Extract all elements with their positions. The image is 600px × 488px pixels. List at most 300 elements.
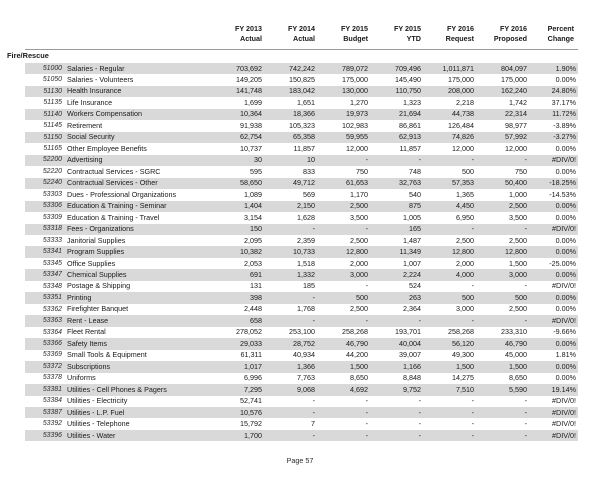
cell-code: 52200 (25, 155, 67, 166)
cell-fy2016_proposed: 1,742 (509, 97, 527, 107)
cell-fy2015_budget: - (365, 419, 368, 429)
cell-desc: Workers Compensation (67, 109, 213, 120)
cell-fy2013_actual: 10,382 (213, 246, 266, 257)
cell-fy2013_actual: 141,748 (213, 86, 266, 97)
cell-fy2015_ytd: - (372, 407, 425, 418)
cell-fy2016_proposed: 804,097 (478, 63, 531, 74)
cell-fy2015_budget: 2,500 (350, 304, 368, 314)
cell-fy2016_request: 6,950 (456, 212, 474, 222)
table-row (25, 407, 578, 418)
table-row (25, 86, 578, 97)
cell-percent_change: 0.00% (531, 269, 578, 280)
cell-percent_change: -18.25% (531, 178, 578, 189)
table-row (25, 338, 578, 349)
cell-fy2016_request: - (471, 281, 474, 291)
table-row (25, 269, 578, 280)
cell-fy2016_proposed: 2,500 (509, 304, 527, 314)
cell-fy2015_budget: 258,268 (342, 327, 368, 337)
cell-percent_change: #DIV/0! (552, 396, 576, 406)
cell-code: 51050 (42, 76, 62, 84)
column-header-description (67, 24, 213, 44)
cell-fy2013_actual: 2,053 (244, 258, 262, 268)
cell-fy2015_ytd: 748 (409, 166, 421, 176)
cell-fy2016_proposed: 57,992 (478, 132, 531, 143)
cell-fy2015_budget: 102,983 (342, 120, 368, 130)
column-header-line1: FY 2015 (393, 24, 421, 33)
cell-fy2014_actual: 49,712 (266, 178, 319, 189)
table-row (25, 373, 578, 384)
cell-fy2013_actual: 1,404 (213, 201, 266, 212)
table-row (25, 120, 578, 131)
cell-fy2013_actual: 278,052 (236, 327, 262, 337)
cell-fy2014_actual: - (266, 224, 319, 235)
table-row (25, 430, 578, 441)
cell-fy2014_actual: 253,100 (289, 327, 315, 337)
table-row (25, 292, 578, 303)
cell-fy2015_budget: - (319, 224, 372, 235)
cell-percent_change: 24.80% (531, 86, 578, 97)
cell-fy2014_actual: 742,242 (266, 63, 319, 74)
column-header-fy2015-budget (319, 24, 372, 44)
cell-fy2016_proposed: - (524, 419, 527, 429)
cell-code: 53396 (25, 430, 67, 441)
cell-fy2016_request: 14,275 (452, 373, 474, 383)
cell-fy2016_request: 208,000 (425, 86, 478, 97)
cell-fy2015_ytd: 540 (409, 189, 421, 199)
cell-fy2015_budget: 2,500 (319, 201, 372, 212)
cell-percent_change: 1.81% (555, 350, 576, 360)
cell-fy2013_actual: 52,741 (240, 396, 262, 406)
cell-fy2016_request: 56,120 (425, 338, 478, 349)
cell-fy2013_actual: 2,095 (244, 235, 262, 245)
cell-fy2016_proposed: 12,000 (505, 143, 527, 153)
cell-fy2014_actual: - (266, 292, 319, 303)
cell-fy2014_actual: 10,733 (266, 246, 319, 257)
cell-fy2015_ytd: - (418, 396, 421, 406)
table-row (25, 350, 578, 361)
cell-percent_change: #DIV/0! (531, 155, 578, 166)
budget-table (7, 24, 578, 441)
column-header-line1: FY 2015 (340, 24, 368, 33)
cell-fy2015_ytd: 1,007 (403, 258, 421, 268)
column-header-line2: Budget (343, 34, 368, 44)
cell-code: 53378 (42, 374, 62, 382)
cell-code: 53364 (42, 328, 62, 336)
cell-percent_change: 0.00% (531, 201, 578, 212)
cell-fy2015_budget: 1,500 (319, 361, 372, 372)
cell-code: 53384 (42, 397, 62, 405)
column-header-fy2015-ytd (372, 24, 425, 44)
table-row (25, 212, 578, 223)
cell-fy2016_request: 44,738 (425, 109, 478, 120)
cell-fy2015_ytd: 193,701 (395, 327, 421, 337)
cell-code: 53341 (25, 246, 67, 257)
cell-fy2015_ytd: 8,848 (403, 373, 421, 383)
cell-fy2016_proposed: - (524, 396, 527, 406)
cell-desc: Utilities - Electricity (67, 396, 128, 406)
cell-desc: Safety Items (67, 338, 213, 349)
cell-fy2013_actual: 658 (213, 315, 266, 326)
cell-fy2013_actual: 1,700 (213, 430, 266, 441)
cell-fy2014_actual: 7,763 (297, 373, 315, 383)
cell-fy2016_request: 258,268 (448, 327, 474, 337)
cell-fy2015_budget: 500 (319, 292, 372, 303)
cell-percent_change: -25.00% (549, 258, 576, 268)
cell-fy2013_actual: 398 (213, 292, 266, 303)
cell-fy2013_actual: 1,017 (213, 361, 266, 372)
table-row (25, 246, 578, 257)
cell-code: 51165 (43, 145, 62, 152)
cell-fy2014_actual: 150,825 (289, 75, 315, 85)
cell-percent_change: 11.72% (531, 109, 578, 120)
table-header-row (25, 24, 578, 44)
cell-code: 53392 (42, 420, 62, 428)
cell-fy2014_actual: - (266, 407, 319, 418)
cell-fy2016_proposed: 2,500 (509, 235, 527, 245)
cell-fy2013_actual: 131 (250, 281, 262, 291)
cell-fy2016_proposed: 162,240 (478, 86, 531, 97)
cell-fy2015_ytd: 62,913 (372, 132, 425, 143)
cell-fy2015_budget: 789,072 (319, 63, 372, 74)
cell-desc: Firefighter Banquet (67, 304, 129, 314)
cell-fy2016_proposed: 233,310 (501, 327, 527, 337)
cell-fy2015_ytd: 110,750 (372, 86, 425, 97)
cell-code: 53363 (25, 315, 67, 326)
column-header-line2: Change (547, 34, 574, 44)
page-number-label: Page 57 (286, 456, 314, 465)
cell-fy2013_actual: 7,295 (213, 384, 266, 395)
cell-fy2015_ytd: 32,763 (372, 178, 425, 189)
cell-fy2016_request: 1,500 (425, 361, 478, 372)
cell-fy2016_proposed: 22,314 (478, 109, 531, 120)
cell-desc: Utilities - Telephone (67, 419, 130, 429)
cell-fy2016_request: 57,353 (425, 178, 478, 189)
cell-fy2015_ytd: - (372, 315, 425, 326)
cell-code: 53303 (42, 190, 62, 198)
cell-fy2014_actual: 7 (311, 419, 315, 429)
cell-percent_change: -9.66% (553, 327, 576, 337)
cell-desc: Utilities - Water (67, 430, 213, 441)
cell-fy2013_actual: 58,650 (213, 178, 266, 189)
cell-desc: Salaries - Regular (67, 63, 213, 74)
cell-desc: Fleet Rental (67, 327, 106, 337)
cell-code: 53372 (25, 361, 67, 372)
cell-fy2014_actual: 65,358 (266, 132, 319, 143)
cell-fy2015_ytd: 1,323 (403, 97, 421, 107)
cell-fy2015_ytd: 2,364 (403, 304, 421, 314)
cell-fy2013_actual: 15,792 (240, 419, 262, 429)
cell-percent_change: 0.00% (555, 143, 576, 153)
cell-fy2013_actual: 91,938 (240, 120, 262, 130)
cell-fy2016_request: 3,000 (456, 304, 474, 314)
cell-fy2016_request: - (425, 224, 478, 235)
cell-desc: Social Security (67, 132, 213, 143)
cell-code: 53366 (25, 338, 67, 349)
cell-percent_change: -3.89% (553, 120, 576, 130)
cell-fy2013_actual: 10,576 (213, 407, 266, 418)
cell-fy2015_budget: 61,653 (319, 178, 372, 189)
cell-percent_change: 0.00% (555, 304, 576, 314)
table-row (25, 315, 578, 326)
cell-fy2015_budget: 130,000 (319, 86, 372, 97)
table-row (25, 201, 578, 212)
cell-desc: Salaries - Volunteers (67, 75, 134, 85)
column-header-percent-change (531, 24, 578, 44)
cell-percent_change: #DIV/0! (531, 407, 578, 418)
table-row (25, 304, 578, 315)
cell-fy2014_actual: 569 (303, 189, 315, 199)
table-row (25, 97, 578, 108)
cell-desc: Utilities - Cell Phones & Pagers (67, 384, 213, 395)
cell-fy2016_proposed: 1,500 (509, 258, 527, 268)
section-title: Fire/Rescue (7, 50, 49, 60)
cell-fy2016_proposed: - (478, 430, 531, 441)
cell-fy2015_ytd: 86,861 (399, 120, 421, 130)
section-header-row (25, 49, 578, 63)
cell-fy2015_budget: - (365, 396, 368, 406)
cell-desc: Life Insurance (67, 97, 113, 107)
cell-fy2015_ytd: - (372, 155, 425, 166)
cell-fy2015_budget: 8,650 (350, 373, 368, 383)
cell-percent_change: #DIV/0! (552, 281, 576, 291)
table-row (25, 418, 578, 429)
cell-percent_change: 0.00% (531, 361, 578, 372)
cell-fy2016_request: - (425, 315, 478, 326)
column-header-fy2016-request (425, 24, 478, 44)
cell-percent_change: #DIV/0! (531, 430, 578, 441)
cell-fy2016_request: 2,000 (456, 258, 474, 268)
column-header-line2: YTD (406, 34, 421, 44)
cell-fy2014_actual: 1,651 (297, 97, 315, 107)
cell-fy2014_actual: 18,366 (266, 109, 319, 120)
cell-fy2014_actual: 833 (303, 166, 315, 176)
column-header-line2: Request (445, 34, 474, 44)
cell-fy2014_actual: 1,518 (297, 258, 315, 268)
cell-fy2013_actual: 30 (213, 155, 266, 166)
cell-desc: Printing (67, 292, 213, 303)
cell-fy2013_actual: 703,692 (213, 63, 266, 74)
cell-fy2014_actual: 183,042 (266, 86, 319, 97)
table-row (25, 63, 578, 74)
cell-fy2015_budget: 46,790 (319, 338, 372, 349)
cell-fy2016_request: 175,000 (448, 75, 474, 85)
column-header-line2: Actual (293, 34, 315, 44)
cell-code: 51150 (25, 132, 67, 143)
cell-desc: Fees - Organizations (67, 224, 213, 235)
cell-fy2016_request: - (425, 155, 478, 166)
cell-fy2016_proposed: 98,977 (505, 120, 527, 130)
cell-fy2016_request: 12,800 (425, 246, 478, 257)
cell-desc: Subscriptions (67, 361, 213, 372)
cell-fy2014_actual: 1,332 (266, 269, 319, 280)
cell-fy2015_ytd: 11,349 (372, 246, 425, 257)
cell-code: 53381 (25, 384, 67, 395)
cell-fy2014_actual: 185 (303, 281, 315, 291)
cell-percent_change: 0.00% (531, 246, 578, 257)
cell-percent_change: 0.00% (531, 292, 578, 303)
cell-fy2014_actual: 28,752 (266, 338, 319, 349)
cell-fy2016_proposed: - (478, 155, 531, 166)
cell-desc: Advertising (67, 155, 213, 166)
cell-fy2015_ytd: 524 (409, 281, 421, 291)
column-header-fy2014-actual (266, 24, 319, 44)
cell-fy2013_actual: 61,311 (240, 350, 262, 360)
table-row (25, 327, 578, 338)
cell-fy2016_request: 74,826 (425, 132, 478, 143)
cell-percent_change: 0.00% (555, 235, 576, 245)
cell-desc: Education & Training - Travel (67, 212, 160, 222)
cell-fy2013_actual: 10,737 (240, 143, 262, 153)
cell-fy2015_ytd: - (418, 419, 421, 429)
cell-fy2014_actual: 105,323 (289, 120, 315, 130)
cell-fy2016_request: 12,000 (452, 143, 474, 153)
cell-fy2015_budget: - (319, 430, 372, 441)
cell-fy2015_ytd: 2,224 (372, 269, 425, 280)
cell-fy2016_proposed: - (478, 315, 531, 326)
cell-percent_change: #DIV/0! (531, 315, 578, 326)
cell-fy2014_actual: - (312, 396, 315, 406)
cell-percent_change: 0.00% (555, 373, 576, 383)
table-row (25, 143, 578, 154)
table-row (25, 281, 578, 292)
cell-fy2014_actual: 1,628 (297, 212, 315, 222)
cell-percent_change: 0.00% (531, 338, 578, 349)
cell-fy2015_ytd: 263 (372, 292, 425, 303)
column-header-line1: FY 2014 (287, 24, 315, 33)
cell-code: 53345 (42, 259, 62, 267)
cell-fy2015_ytd: 709,496 (372, 63, 425, 74)
cell-code: 53348 (42, 282, 62, 290)
cell-fy2015_budget: - (319, 315, 372, 326)
cell-fy2016_proposed: 3,000 (478, 269, 531, 280)
table-row (25, 258, 578, 269)
table-row (25, 155, 578, 166)
cell-desc: Contractual Services - Other (67, 178, 213, 189)
cell-code: 52240 (25, 178, 67, 189)
cell-fy2014_actual: 1,768 (297, 304, 315, 314)
cell-fy2016_proposed: 2,500 (478, 201, 531, 212)
cell-fy2015_budget: 3,000 (319, 269, 372, 280)
cell-fy2015_budget: 44,200 (346, 350, 368, 360)
cell-fy2016_proposed: 46,790 (478, 338, 531, 349)
cell-fy2016_proposed: 5,590 (478, 384, 531, 395)
cell-percent_change: 37.17% (551, 97, 576, 107)
cell-fy2016_proposed: 45,000 (505, 350, 527, 360)
cell-code: 53387 (25, 407, 67, 418)
cell-fy2015_budget: 2,000 (350, 258, 368, 268)
cell-fy2016_request: 1,365 (456, 189, 474, 199)
cell-fy2015_ytd: 39,007 (399, 350, 421, 360)
cell-fy2016_request: 500 (462, 166, 474, 176)
cell-fy2016_request: 7,510 (425, 384, 478, 395)
cell-percent_change: 1.90% (531, 63, 578, 74)
cell-fy2015_ytd: 165 (372, 224, 425, 235)
cell-fy2016_proposed: - (478, 224, 531, 235)
cell-fy2015_budget: - (319, 155, 372, 166)
cell-fy2015_budget: 59,955 (319, 132, 372, 143)
cell-fy2013_actual: 6,996 (244, 373, 262, 383)
cell-code: 51130 (25, 86, 67, 97)
cell-fy2013_actual: 2,448 (244, 304, 262, 314)
cell-fy2015_ytd: 40,004 (372, 338, 425, 349)
cell-percent_change: #DIV/0! (531, 224, 578, 235)
cell-fy2015_ytd: 11,857 (399, 143, 421, 153)
table-body (7, 49, 578, 441)
cell-fy2016_proposed: 8,650 (509, 373, 527, 383)
cell-fy2013_actual: 691 (213, 269, 266, 280)
cell-fy2015_ytd: 1,166 (372, 361, 425, 372)
cell-desc: Contractual Services - SGRC (67, 166, 161, 176)
cell-code: 53347 (25, 269, 67, 280)
section-header-cell (7, 49, 213, 63)
cell-fy2014_actual: - (266, 315, 319, 326)
table-row (25, 132, 578, 143)
cell-fy2015_budget: 175,000 (342, 75, 368, 85)
cell-code: 53333 (42, 236, 62, 244)
cell-fy2016_request: - (471, 419, 474, 429)
cell-desc: Small Tools & Equipment (67, 350, 147, 360)
cell-desc: Uniforms (67, 373, 96, 383)
cell-code: 51145 (43, 122, 62, 130)
cell-fy2014_actual: 2,150 (266, 201, 319, 212)
column-header-line1: Percent (547, 24, 574, 33)
cell-code: 52220 (42, 167, 62, 175)
cell-fy2016_proposed: 500 (478, 292, 531, 303)
cell-fy2015_budget: - (365, 281, 368, 291)
cell-fy2015_budget: 750 (356, 166, 368, 176)
cell-desc: Education & Training - Seminar (67, 201, 213, 212)
cell-fy2015_ytd: 1,487 (403, 235, 421, 245)
cell-fy2015_budget: - (319, 407, 372, 418)
cell-code: 51140 (25, 109, 67, 120)
cell-fy2015_ytd: 9,752 (372, 384, 425, 395)
cell-percent_change: 0.00% (555, 166, 576, 176)
cell-desc: Other Employee Benefits (67, 143, 147, 153)
cell-fy2013_actual: 3,154 (244, 212, 262, 222)
cell-code: 53351 (25, 292, 67, 303)
cell-fy2016_proposed: - (478, 407, 531, 418)
cell-code: 53369 (42, 351, 62, 359)
cell-fy2015_budget: 1,270 (350, 97, 368, 107)
cell-code: 53318 (25, 224, 67, 235)
cell-fy2014_actual: 10 (266, 155, 319, 166)
cell-fy2015_budget: 4,692 (319, 384, 372, 395)
cell-code: 53362 (42, 305, 62, 313)
cell-percent_change: -14.53% (549, 189, 576, 199)
cell-fy2015_ytd: - (372, 430, 425, 441)
cell-fy2016_proposed: 1,000 (509, 189, 527, 199)
cell-percent_change: -3.27% (531, 132, 578, 143)
cell-fy2015_budget: 3,500 (350, 212, 368, 222)
cell-fy2013_actual: 62,754 (213, 132, 266, 143)
cell-fy2014_actual: 11,857 (293, 143, 315, 153)
cell-fy2016_proposed: 175,000 (501, 75, 527, 85)
cell-fy2015_budget: 12,000 (346, 143, 368, 153)
cell-desc: Postage & Shipping (67, 281, 131, 291)
table-row (25, 166, 578, 177)
cell-code: 53309 (42, 213, 62, 221)
cell-fy2015_ytd: 21,694 (372, 109, 425, 120)
cell-fy2016_proposed: 12,800 (478, 246, 531, 257)
table-row (25, 224, 578, 235)
cell-percent_change: 0.00% (555, 75, 576, 85)
cell-fy2016_request: 2,500 (456, 235, 474, 245)
cell-desc: Dues - Professional Organizations (67, 189, 177, 199)
cell-fy2016_request: 4,000 (425, 269, 478, 280)
cell-fy2015_budget: 12,800 (319, 246, 372, 257)
cell-fy2015_budget: 2,500 (350, 235, 368, 245)
cell-desc: Rent - Lease (67, 315, 213, 326)
